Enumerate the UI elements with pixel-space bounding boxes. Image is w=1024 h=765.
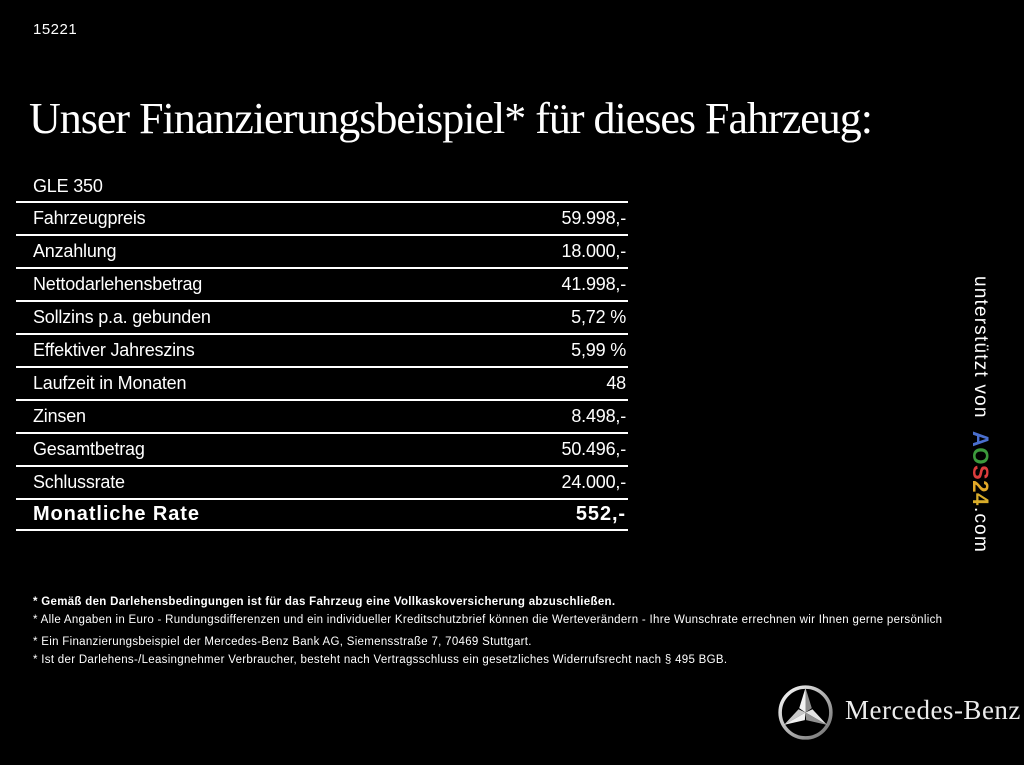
row-value: 41.998,- bbox=[561, 274, 626, 294]
footnote-line: * Ist der Darlehens-/Leasingnehmer Verbraucher, besteht nach Vertragsschluss ein gesetzliches Widerrufsrecht nach § 495 BGB. bbox=[33, 653, 728, 666]
row-value: 18.000,- bbox=[561, 241, 626, 261]
table-row bbox=[16, 401, 628, 434]
aos24-letter: 4 bbox=[968, 492, 993, 506]
table-row-monthly-rate bbox=[16, 500, 628, 531]
row-value: 59.998,- bbox=[561, 208, 626, 228]
row-label: Laufzeit in Monaten bbox=[33, 373, 187, 393]
row-value: 5,99 % bbox=[571, 340, 626, 360]
row-label: Effektiver Jahreszins bbox=[33, 340, 195, 360]
aos24-letter: O bbox=[968, 447, 993, 465]
row-label: Anzahlung bbox=[33, 241, 117, 261]
footnote-line: * Alle Angaben in Euro - Rundungsdifferenzen und ein individueller Kreditschutzbrief können die Werteverändern - Ihre Wunschrate errechnen wir Ihnen gerne persönlich bbox=[33, 613, 943, 626]
aos24-domain-suffix: .com bbox=[970, 507, 991, 554]
supported-by-watermark bbox=[967, 276, 993, 553]
table-row bbox=[16, 368, 628, 401]
footnotes bbox=[33, 594, 942, 669]
table-row bbox=[16, 467, 628, 500]
table-row bbox=[16, 203, 628, 236]
table-row bbox=[16, 335, 628, 368]
row-label: Fahrzeugpreis bbox=[33, 208, 146, 228]
financing-table bbox=[16, 172, 628, 531]
table-row bbox=[16, 236, 628, 269]
footnote-line: * Gemäß den Darlehensbedingungen ist für das Fahrzeug eine Vollkaskoversicherung abzuschließen. bbox=[33, 596, 616, 608]
row-label: Zinsen bbox=[33, 406, 86, 426]
row-label: Sollzins p.a. gebunden bbox=[33, 307, 211, 327]
row-value: 50.496,- bbox=[561, 439, 626, 459]
table-header-model: GLE 350 bbox=[16, 172, 628, 203]
table-row bbox=[16, 269, 628, 302]
mercedes-star-icon bbox=[776, 683, 835, 742]
aos24-logo bbox=[968, 419, 993, 506]
row-label: Gesamtbetrag bbox=[33, 439, 145, 459]
aos24-letter: A bbox=[968, 430, 993, 448]
mercedes-benz-wordmark: Mercedes-Benz bbox=[845, 695, 1021, 725]
row-label: Schlussrate bbox=[33, 472, 125, 492]
row-value: 8.498,- bbox=[571, 406, 626, 426]
reference-number: 15221 bbox=[33, 21, 78, 38]
footnote-line: * Ein Finanzierungsbeispiel der Mercedes-Benz Bank AG, Siemensstraße 7, 70469 Stuttgart. bbox=[33, 636, 532, 648]
row-value: 24.000,- bbox=[561, 472, 626, 492]
row-value: 48 bbox=[606, 373, 626, 393]
supported-by-text: unterstützt von bbox=[970, 276, 991, 419]
table-row bbox=[16, 434, 628, 467]
page-title: Unser Finanzierungsbeispiel* für dieses Fahrzeug: bbox=[29, 94, 872, 144]
aos24-letter: S bbox=[968, 464, 993, 480]
monthly-rate-label: Monatliche Rate bbox=[33, 503, 200, 525]
aos24-letter: 2 bbox=[968, 479, 993, 493]
row-label: Nettodarlehensbetrag bbox=[33, 274, 203, 294]
monthly-rate-value: 552,- bbox=[575, 503, 626, 525]
row-value: 5,72 % bbox=[571, 307, 626, 327]
table-row bbox=[16, 302, 628, 335]
